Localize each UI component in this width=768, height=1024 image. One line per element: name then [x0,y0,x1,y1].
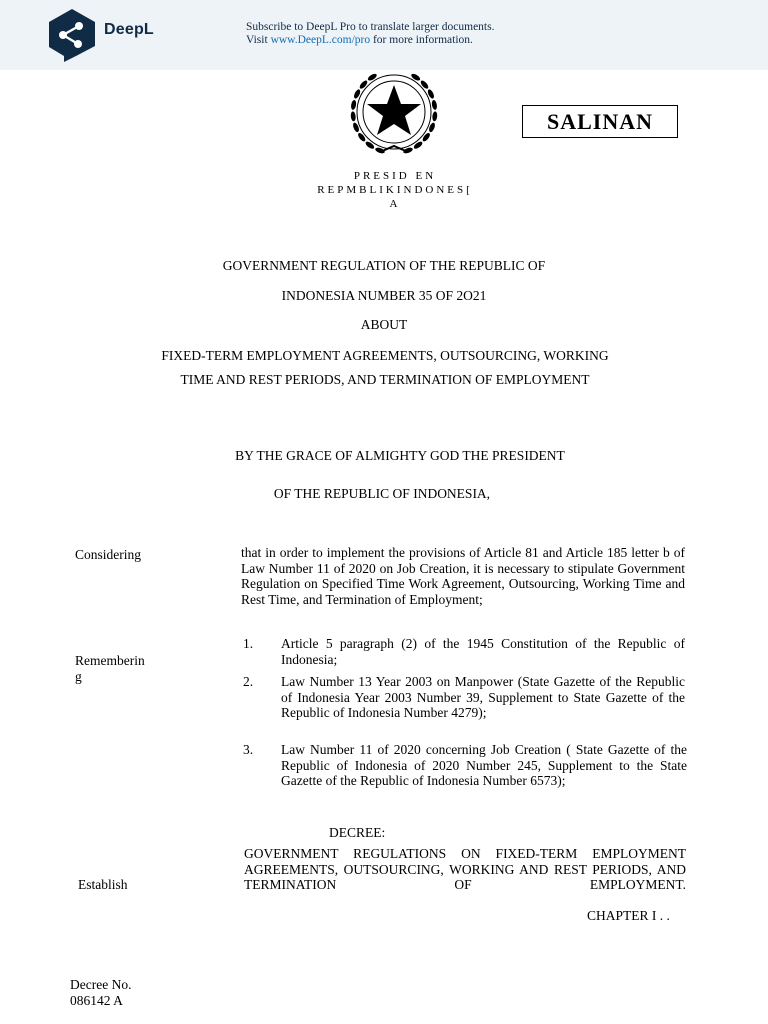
considering-text: that in order to implement the provisions of Article 81 and Article 185 letter b of Law Number 11 of 2020 on Job Creation, it is necessary to stipulate Government Regulation on Specified Time Work Agreement, Outsourcing, Working Time and Rest Time, and Termination of Employment; [241,545,685,607]
deepl-banner [0,0,768,70]
president-heading [300,169,490,211]
establish-label: Establish [78,877,128,892]
remembering-item-1-text: Article 5 paragraph (2) of the 1945 Constitution of the Republic of Indonesia; [281,636,685,667]
remembering-label [75,653,145,685]
title-line-4: FIXED-TERM EMPLOYMENT AGREEMENTS, OUTSOURCING, WORKING [161,348,609,363]
grace-line-1: BY THE GRACE OF ALMIGHTY GOD THE PRESIDENT [235,448,565,463]
decree-number-line-2: 086142 A [70,993,123,1008]
laurel-leaf [367,73,378,82]
grace-line-2: OF THE REPUBLIC OF INDONESIA, [273,486,491,501]
title-line-5: TIME AND REST PERIODS, AND TERMINATION OF EMPLOYMENT [180,372,590,387]
brand-name[interactable]: DeepL [104,21,154,38]
laurel-leaf [410,73,421,82]
laurel-leaf [358,79,368,90]
remembering-item-3-number: 3. [243,742,254,757]
president-line-2: REPMBLIKINDONES[ [317,184,473,196]
laurel-leaf [350,111,356,121]
laurel-leaf [413,140,424,150]
laurel-leaf [364,140,375,150]
considering-label: Considering [75,547,141,562]
chapter-continuation: CHAPTER I . . [587,908,670,923]
laurel-leaf [421,132,431,143]
president-line-3: A [389,198,401,210]
title-line-2: INDONESIA NUMBER 35 OF 2O21 [281,288,487,303]
laurel-leaf [432,111,438,121]
banner-message [246,21,494,47]
laurel-leaf [350,100,356,111]
banner-line-2-prefix: Visit [246,34,271,46]
banner-line-2 [246,34,494,47]
remembering-label-line-1: Rememberin [75,653,145,668]
title-line-1: GOVERNMENT REGULATION OF THE REPUBLIC OF [222,258,546,273]
decree-number [70,977,131,1009]
title-line-3: ABOUT [360,317,408,332]
remembering-item-3-text: Law Number 11 of 2020 concerning Job Creation ( State Gazette of the Republic of Indonesia of 2020 Number 245, Supplement to the State Gazette of the Republic of Indonesia Number 6573); [281,742,687,788]
decree-text: GOVERNMENT REGULATIONS ON FIXED-TERM EMPLOYMENT AGREEMENTS, OUTSOURCING, WORKING AND REST PERIODS, AND TERMINATION OF EMPLOYMENT. [244,846,686,892]
remembering-item-1-number: 1. [243,636,254,651]
deepl-pro-link[interactable]: www.DeepL.com/pro [270,34,371,46]
banner-line-1: Subscribe to DeepL Pro to translate larger documents. [246,21,495,33]
salinan-stamp: SALINAN [522,105,678,138]
decree-number-line-1: Decree No. [70,977,132,992]
garuda-emblem-icon [344,68,444,160]
banner-line-2-suffix: for more information. [370,34,473,46]
laurel-leaf [419,79,429,90]
laurel-leaf [357,132,367,143]
remembering-label-line-2: g [75,669,82,684]
deepl-logo-icon[interactable] [46,8,98,62]
president-line-1: PRESID EN [353,170,437,182]
laurel-leaf [431,100,437,111]
decree-heading: DECREE: [329,825,386,840]
remembering-item-2-number: 2. [243,674,254,689]
remembering-item-2-text: Law Number 13 Year 2003 on Manpower (State Gazette of the Republic of Indonesia Year 2003 Number 39, Supplement to State Gazette of the Republic of Indonesia Number 4279); [281,674,685,720]
